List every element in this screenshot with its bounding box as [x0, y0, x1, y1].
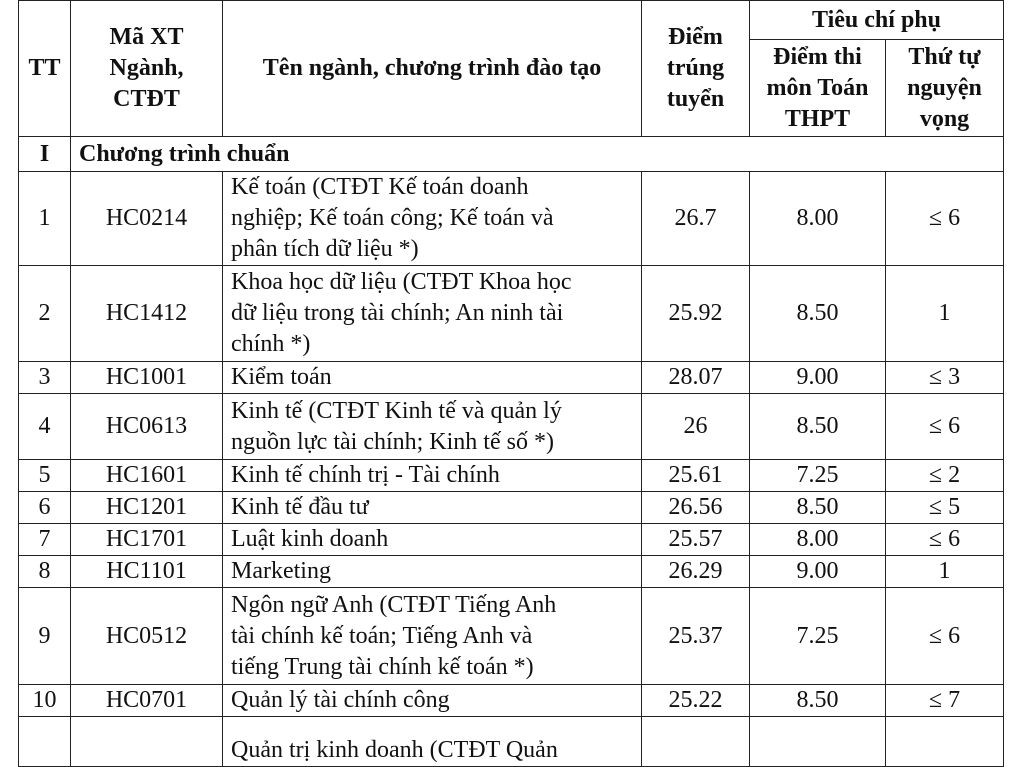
program-name: Luật kinh doanh [223, 524, 642, 556]
program-name: Kinh tế chính trị - Tài chính [223, 460, 642, 492]
math-score: 8.50 [750, 685, 886, 717]
program-name: Ngôn ngữ Anh (CTĐT Tiếng Anh tài chính kế toán; Tiếng Anh và tiếng Trung tài chính kế toán *) [223, 588, 642, 685]
admission-score: 25.61 [642, 460, 750, 492]
program-name: Kiểm toán [223, 362, 642, 394]
admission-score: 28.07 [642, 362, 750, 394]
program-code: HC1001 [71, 362, 223, 394]
math-score: 8.50 [750, 492, 886, 524]
program-code: HC1412 [71, 266, 223, 362]
header-math-score: Điểm thi môn Toán THPT [750, 40, 886, 137]
admission-score: 25.22 [642, 685, 750, 717]
table-row: 4 HC0613 Kinh tế (CTĐT Kinh tế và quản lý nguồn lực tài chính; Kinh tế số *) 26 8.50 ≤ 6 [19, 394, 1004, 460]
header-program-name: Tên ngành, chương trình đào tạo [223, 1, 642, 137]
program-code: HC0613 [71, 394, 223, 460]
program-name: Marketing [223, 556, 642, 588]
header-admission-score: Điểm trúng tuyển [642, 1, 750, 137]
header-secondary-criteria: Tiêu chí phụ [750, 1, 1004, 40]
table-row: 2 HC1412 Khoa học dữ liệu (CTĐT Khoa học dữ liệu trong tài chính; An ninh tài chính *) 25.92 8.50 1 [19, 266, 1004, 362]
admission-score: 26.56 [642, 492, 750, 524]
table-row: 10 HC0701 Quản lý tài chính công 25.22 8.50 ≤ 7 [19, 685, 1004, 717]
preference-order: ≤ 5 [886, 492, 1004, 524]
program-name: Khoa học dữ liệu (CTĐT Khoa học dữ liệu trong tài chính; An ninh tài chính *) [223, 266, 642, 362]
math-score: 9.00 [750, 362, 886, 394]
program-code: HC0214 [71, 172, 223, 266]
admission-score: 26 [642, 394, 750, 460]
program-name: Kinh tế đầu tư [223, 492, 642, 524]
table-row: 3 HC1001 Kiểm toán 28.07 9.00 ≤ 3 [19, 362, 1004, 394]
preference-order: ≤ 6 [886, 524, 1004, 556]
section-row [19, 137, 1004, 172]
preference-order: ≤ 7 [886, 685, 1004, 717]
program-name: Kế toán (CTĐT Kế toán doanh nghiệp; Kế toán công; Kế toán và phân tích dữ liệu *) [223, 172, 642, 266]
program-code: HC1701 [71, 524, 223, 556]
math-score: 9.00 [750, 556, 886, 588]
preference-order: ≤ 2 [886, 460, 1004, 492]
admission-scores-table [18, 0, 1004, 767]
preference-order: ≤ 3 [886, 362, 1004, 394]
math-score: 8.00 [750, 524, 886, 556]
admission-score: 25.37 [642, 588, 750, 685]
preference-order: ≤ 6 [886, 588, 1004, 685]
table-row: 7 HC1701 Luật kinh doanh 25.57 8.00 ≤ 6 [19, 524, 1004, 556]
table-row-partial [19, 717, 1004, 767]
table-row: 9 HC0512 Ngôn ngữ Anh (CTĐT Tiếng Anh tài chính kế toán; Tiếng Anh và tiếng Trung tài chính kế toán *) 25.37 7.25 ≤ 6 [19, 588, 1004, 685]
header-preference-order: Thứ tự nguyện vọng [886, 40, 1004, 137]
program-name: Quản lý tài chính công [223, 685, 642, 717]
admission-score: 25.92 [642, 266, 750, 362]
program-code: HC1201 [71, 492, 223, 524]
math-score: 8.50 [750, 266, 886, 362]
table-row: 8 HC1101 Marketing 26.29 9.00 1 [19, 556, 1004, 588]
header-tt: TT [19, 1, 71, 137]
table-row: 6 HC1201 Kinh tế đầu tư 26.56 8.50 ≤ 5 [19, 492, 1004, 524]
math-score: 7.25 [750, 460, 886, 492]
preference-order: 1 [886, 266, 1004, 362]
table-row: 1 HC0214 Kế toán (CTĐT Kế toán doanh nghiệp; Kế toán công; Kế toán và phân tích dữ liệu *) 26.7 8.00 ≤ 6 [19, 172, 1004, 266]
program-name: Quản trị kinh doanh (CTĐT Quản [223, 717, 642, 767]
admission-score: 26.7 [642, 172, 750, 266]
preference-order: ≤ 6 [886, 394, 1004, 460]
math-score: 8.00 [750, 172, 886, 266]
math-score: 8.50 [750, 394, 886, 460]
program-name: Kinh tế (CTĐT Kinh tế và quản lý nguồn lực tài chính; Kinh tế số *) [223, 394, 642, 460]
program-code: HC0512 [71, 588, 223, 685]
admission-score: 26.29 [642, 556, 750, 588]
program-code: HC0701 [71, 685, 223, 717]
program-code: HC1601 [71, 460, 223, 492]
admission-score: 25.57 [642, 524, 750, 556]
table-row: 5 HC1601 Kinh tế chính trị - Tài chính 25.61 7.25 ≤ 2 [19, 460, 1004, 492]
section-label: Chương trình chuẩn [71, 137, 1004, 172]
document-page [18, 0, 1008, 763]
preference-order: 1 [886, 556, 1004, 588]
header-code: Mã XT Ngành, CTĐT [71, 1, 223, 137]
program-code: HC1101 [71, 556, 223, 588]
section-number: I [19, 137, 71, 172]
math-score: 7.25 [750, 588, 886, 685]
preference-order: ≤ 6 [886, 172, 1004, 266]
